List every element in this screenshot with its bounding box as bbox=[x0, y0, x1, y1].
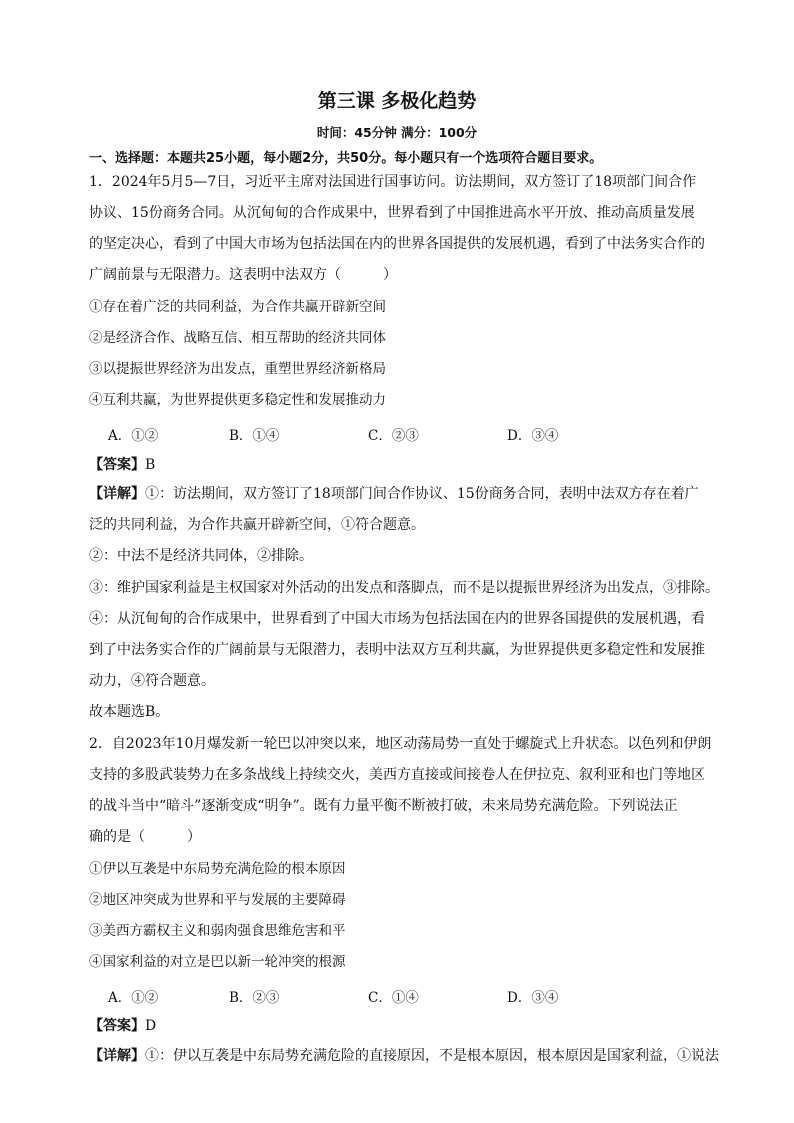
q1-stem-line: 的坚定决心，看到了中国大市场为包括法国在内的世界各国提供的发展机遇，看到了中法务实合作的 bbox=[89, 236, 705, 252]
q1-stem-line: 协议、15份商务合同。从沉甸甸的合作成果中，世界看到了中国推进高水平开放、推动高质量发展 bbox=[89, 205, 695, 221]
q2-choice-d: D．③④ bbox=[507, 990, 559, 1006]
q1-choice-a: A．①② bbox=[108, 428, 159, 444]
q1-detail-line: 泛的共同利益，为合作共赢开辟新空间，①符合题意。 bbox=[89, 517, 425, 533]
q1-detail-line: ②：中法不是经济共同体，②排除。 bbox=[89, 548, 313, 564]
q1-option: ①存在着广泛的共同利益，为合作共赢开辟新空间 bbox=[89, 299, 386, 315]
q2-detail-line bbox=[89, 1047, 729, 1065]
q1-detail-line: 到了中法务实合作的广阔前景与无限潜力，表明中法双方互利共赢，为世界提供更多稳定性和发展推 bbox=[89, 642, 705, 658]
q2-choice-a: A．①② bbox=[108, 990, 159, 1006]
q2-option: ③美西方霸权主义和弱肉强食思维危害和平 bbox=[89, 923, 346, 939]
q1-choice-d: D．③④ bbox=[507, 428, 559, 444]
q2-stem-line: 2．自2023年10月爆发新一轮巴以冲突以来，地区动荡局势一直处于螺旋式上升状态。以色列和伊朗 bbox=[89, 736, 712, 752]
section-heading: 一、选择题：本题共25小题，每小题2分，共50分。每小题只有一个选项符合题目要求。 bbox=[89, 151, 603, 166]
q1-answer bbox=[89, 456, 729, 474]
q1-detail-line: 故本题选B。 bbox=[89, 704, 170, 720]
answer-tag: 【答案】 bbox=[89, 1018, 145, 1034]
answer-tag: 【答案】 bbox=[89, 457, 145, 473]
q1-option: ②是经济合作、战略互信、相互帮助的经济共同体 bbox=[89, 330, 386, 346]
q1-option: ④互利共赢，为世界提供更多稳定性和发展推动力 bbox=[89, 392, 386, 408]
answer-value: D bbox=[145, 1018, 157, 1034]
q2-option: ④国家利益的对立是巴以新一轮冲突的根源 bbox=[89, 954, 346, 970]
detail-text: ①：伊以互袭是中东局势充满危险的直接原因，不是根本原因，根本原因是国家利益，①说法 bbox=[145, 1048, 719, 1064]
q1-detail-line: ④：从沉甸甸的合作成果中，世界看到了中国大市场为包括法国在内的世界各国提供的发展机遇，看 bbox=[89, 611, 705, 627]
answer-value: B bbox=[145, 457, 156, 473]
detail-text: ①：访法期间，双方签订了18项部门间合作协议、15份商务合同，表明中法双方存在着广 bbox=[145, 486, 699, 502]
detail-tag: 【详解】 bbox=[89, 1048, 145, 1064]
q2-answer bbox=[89, 1017, 729, 1035]
q2-option: ②地区冲突成为世界和平与发展的主要障碍 bbox=[89, 892, 346, 908]
q1-choice-b: B．①④ bbox=[229, 428, 280, 444]
q2-choice-b: B．②③ bbox=[229, 990, 280, 1006]
detail-tag: 【详解】 bbox=[89, 486, 145, 502]
page-title: 第三课 多极化趋势 bbox=[317, 90, 477, 112]
q1-choice-c: C．②③ bbox=[368, 428, 419, 444]
q2-option: ①伊以互袭是中东局势充满危险的根本原因 bbox=[89, 861, 346, 877]
exam-meta: 时间：45分钟 满分：100分 bbox=[316, 125, 478, 140]
q1-stem-line: 广阔前景与无限潜力。这表明中法双方（ ） bbox=[89, 267, 397, 283]
q2-stem-line: 的战斗当中“暗斗”逐渐变成“明争”。既有力量平衡不断被打破，未来局势充满危险。下列说法正 bbox=[89, 798, 678, 814]
q1-detail-line: 动力，④符合题意。 bbox=[89, 673, 215, 689]
q1-detail-line: ③：维护国家利益是主权国家对外活动的出发点和落脚点，而不是以提振世界经济为出发点，③排除。 bbox=[89, 580, 719, 596]
q2-stem-line: 确的是（ ） bbox=[89, 829, 201, 845]
q2-choice-c: C．①④ bbox=[368, 990, 419, 1006]
q1-stem-line: 1．2024年5月5—7日，习近平主席对法国进行国事访问。访法期间，双方签订了18项部门间合作 bbox=[89, 174, 697, 190]
q2-stem-line: 支持的多股武装势力在多条战线上持续交火，美西方直接或间接卷人在伊拉克、叙利亚和也门等地区 bbox=[89, 767, 705, 783]
q1-detail-line bbox=[89, 485, 729, 503]
q1-option: ③以提振世界经济为出发点，重塑世界经济新格局 bbox=[89, 361, 386, 377]
